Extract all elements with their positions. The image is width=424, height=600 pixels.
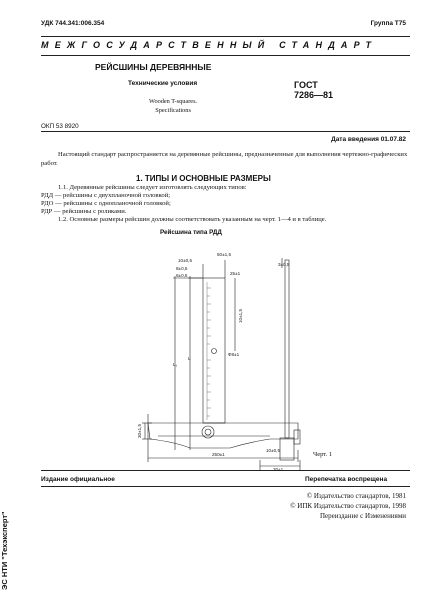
okp-rule xyxy=(41,131,410,132)
head-outline xyxy=(148,423,298,448)
hang-hole xyxy=(212,349,217,354)
band-rule xyxy=(41,55,410,56)
dim-label: 25±1 xyxy=(230,271,241,276)
english-title-line-1: Wooden T-squares. xyxy=(149,98,198,105)
english-title xyxy=(149,97,197,115)
footer-rule xyxy=(41,470,410,471)
dim-label: 10±0,5 xyxy=(178,258,193,263)
blade-outline xyxy=(203,278,225,423)
dim-label: Ф8±1 xyxy=(228,352,240,357)
gost-designation xyxy=(294,80,333,100)
reissue-note: Переиздание с Изменениями xyxy=(319,512,406,520)
figure-caption: Черт. 1 xyxy=(313,451,333,458)
group-code: Группа Т75 xyxy=(370,20,406,27)
reprint-prohibited: Перепечатка воспрещена xyxy=(305,476,388,483)
introduction-date: Дата введения 01.07.82 xyxy=(331,136,406,143)
top-rule xyxy=(41,36,410,37)
copyright-1981: © Издательство стандартов, 1981 xyxy=(306,492,406,500)
side-view-head xyxy=(280,438,294,460)
dim-label: 50±1,5 xyxy=(217,252,232,257)
footer-rule-2 xyxy=(41,486,410,487)
intro-paragraph: Настоящий стандарт распространяется на деревянные рейсшины, предназначенные для выполнения чертежно-графических работ. xyxy=(41,151,408,167)
dim-label: 6±0,5 xyxy=(176,273,188,278)
side-stamp: ЭС НТИ "Техэксперт" xyxy=(0,511,9,590)
gost-number: 7286—81 xyxy=(294,90,334,100)
dim-label: 10±1,5 xyxy=(238,308,243,323)
okp-code: ОКП 53 8920 xyxy=(41,123,79,130)
dim-label: L xyxy=(188,356,191,361)
clause-1-2: 1.2. Основные размеры рейсшин должны соответствовать указанным на черт. 1—4 и в таблице. xyxy=(58,216,327,223)
dim-label: 30±1,5 xyxy=(137,423,142,438)
dim-label: 10±0,5 xyxy=(266,448,281,453)
gost-label: ГОСТ xyxy=(294,80,318,90)
t-square-drawing xyxy=(130,238,333,473)
dim-label: 3±0,5 xyxy=(278,262,290,267)
document-subtitle: Технические условия xyxy=(128,80,198,87)
dim-label: 20±1 xyxy=(273,467,284,472)
type-rdr: РДР — рейсшины с роликами. xyxy=(41,208,127,215)
type-rdd: РДД — рейсшины с двухпланочной головкой; xyxy=(41,192,171,199)
standard-band: МЕЖГОСУДАРСТВЕННЫЙ СТАНДАРТ xyxy=(41,40,378,50)
dim-label: L₁ xyxy=(173,362,178,367)
clause-1-1: 1.1. Деревянные рейсшины следует изготовлять следующих типов: xyxy=(58,184,247,191)
figure-title: Рейсшина типа РДД xyxy=(160,229,222,236)
side-view-screw xyxy=(294,430,300,444)
section-heading: 1. ТИПЫ И ОСНОВНЫЕ РАЗМЕРЫ xyxy=(136,174,271,183)
dim-label: 8±0,5 xyxy=(176,266,188,271)
official-edition: Издание официальное xyxy=(41,476,115,483)
dim-label: 250±1 xyxy=(212,452,225,457)
type-rdo: РДО — рейсшины с однопланочной головкой; xyxy=(41,200,171,207)
document-title: РЕЙСШИНЫ ДЕРЕВЯННЫЕ xyxy=(95,62,212,72)
english-title-line-2: Specifications xyxy=(155,107,191,114)
copyright-1998: © ИПК Издательство стандартов, 1998 xyxy=(290,502,406,510)
udk-code: УДК 744.341:006.354 xyxy=(41,20,105,27)
side-view-blade xyxy=(285,260,289,438)
